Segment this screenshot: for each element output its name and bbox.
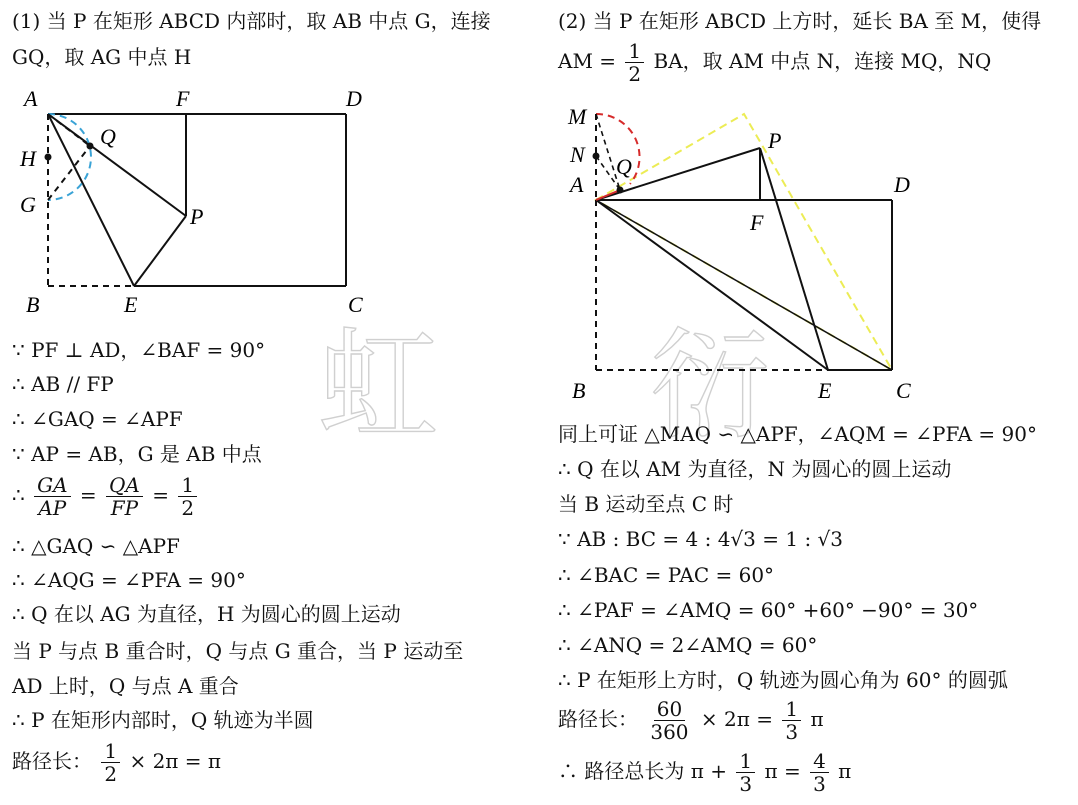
segment-AC	[596, 200, 892, 370]
step-2: ∴ AB // FP	[12, 372, 114, 396]
ratio-prefix: ∴	[12, 483, 25, 507]
fraction-one-third-total: $\frac{1}{3}$	[736, 750, 755, 795]
segment-AE	[596, 200, 828, 370]
step-9-arc-length: 路径长： $\frac{60}{360}$ × 2π = $\frac{1}{3}$ π	[558, 697, 824, 744]
step-9: 当 P 与点 B 重合时，Q 与点 G 重合，当 P 运动至	[12, 639, 464, 663]
step-6: ∴ △GAQ ∽ △APF	[12, 534, 180, 558]
step-10-total-length: ∴ 路径总长为 π + $\frac{1}{3}$ π = $\frac{4}{3}$ π	[558, 749, 852, 796]
step-5: ∴ ∠BAC = PAC = 60°	[558, 563, 775, 587]
label-F: F	[176, 86, 190, 111]
step-2: ∴ Q 在以 AM 为直径，N 为圆心的圆上运动	[558, 457, 952, 481]
label-H: H	[20, 146, 36, 171]
watermark-char-2: 衍	[650, 317, 770, 456]
step-8: ∴ P 在矩形上方时，Q 轨迹为圆心角为 60° 的圆弧	[558, 668, 1008, 692]
part-1-header-line-1: (1) 当 P 在矩形 ABCD 内部时，取 AB 中点 G，连接	[12, 9, 491, 33]
fraction-GA-AP: $\frac{GA}{AP}$	[34, 474, 70, 519]
label-E: E	[818, 378, 832, 403]
step-3: ∴ ∠GAQ = ∠APF	[12, 407, 183, 431]
label-E: E	[124, 292, 138, 317]
label-C: C	[348, 292, 363, 317]
part-1-figure	[18, 82, 378, 317]
label-P: P	[190, 204, 204, 229]
point-Q	[617, 187, 624, 194]
label-B: B	[26, 292, 40, 317]
watermark-char-1: 虹	[318, 317, 438, 456]
label-C: C	[896, 378, 911, 403]
segment-AE	[48, 114, 134, 286]
label-Q: Q	[100, 124, 116, 149]
fraction-four-thirds: $\frac{4}{3}$	[810, 750, 829, 795]
step-1: 同上可证 △MAQ ∽ △APF，∠AQM = ∠PFA = 90°	[558, 422, 1037, 446]
step-10: AD 上时，Q 与点 A 重合	[12, 674, 239, 698]
label-Q: Q	[616, 154, 632, 179]
part-2-figure	[558, 94, 928, 414]
step-11: ∴ P 在矩形内部时，Q 轨迹为半圆	[12, 708, 314, 732]
fraction-QA-FP: $\frac{QA}{FP}$	[106, 474, 143, 519]
step-8: ∴ Q 在以 AG 为直径，H 为圆心的圆上运动	[12, 602, 401, 626]
fraction-60-360: $\frac{60}{360}$	[650, 697, 689, 744]
step-7: ∴ ∠AQG = ∠PFA = 90°	[12, 568, 246, 592]
label-P: P	[768, 128, 782, 153]
fraction-one-half: $\frac{1}{2}$	[178, 474, 197, 519]
point-H	[45, 154, 52, 161]
part-2-header-line-2: AM = $\frac{1}{2}$ BA，取 AM 中点 N，连接 MQ，NQ	[558, 39, 992, 86]
label-G: G	[20, 192, 36, 217]
label-D: D	[346, 86, 362, 111]
point-Q	[87, 143, 94, 150]
label-A: A	[570, 172, 584, 197]
label-A: A	[24, 86, 38, 111]
step-4: ∵ AB : BC = 4 : 4√3 = 1 : √3	[558, 527, 844, 551]
part-1-header-line-2: GQ，取 AG 中点 H	[12, 45, 192, 69]
point-N	[593, 153, 600, 160]
step-5-ratio: ∴ $\frac{GA}{AP}$ = $\frac{QA}{FP}$ = $\frac{1}{2}$	[12, 474, 200, 519]
step-1: ∵ PF ⊥ AD，∠BAF = 90°	[12, 338, 266, 362]
step-3: 当 B 运动至点 C 时	[558, 492, 734, 516]
segment-AQ	[596, 190, 620, 200]
step-4: ∵ AP = AB，G 是 AB 中点	[12, 442, 262, 466]
label-F: F	[750, 210, 764, 235]
part-2-header-line-1: (2) 当 P 在矩形 ABCD 上方时，延长 BA 至 M，使得	[558, 9, 1042, 33]
step-7: ∴ ∠ANQ = 2∠AMQ = 60°	[558, 633, 818, 657]
segment-PE	[134, 216, 186, 286]
label-B: B	[572, 378, 586, 403]
step-6: ∴ ∠PAF = ∠AMQ = 60° +60° −90° = 30°	[558, 598, 979, 622]
step-12-path-length: 路径长： $\frac{1}{2}$ × 2π = π	[12, 739, 222, 786]
fraction-one-third: $\frac{1}{3}$	[782, 698, 801, 743]
label-M: M	[568, 104, 587, 129]
segment-PE	[760, 148, 828, 370]
fraction-one-half-header: $\frac{1}{2}$	[625, 40, 644, 85]
label-N: N	[570, 142, 585, 167]
label-D: D	[894, 172, 910, 197]
fraction-one-half-path: $\frac{1}{2}$	[101, 740, 120, 785]
